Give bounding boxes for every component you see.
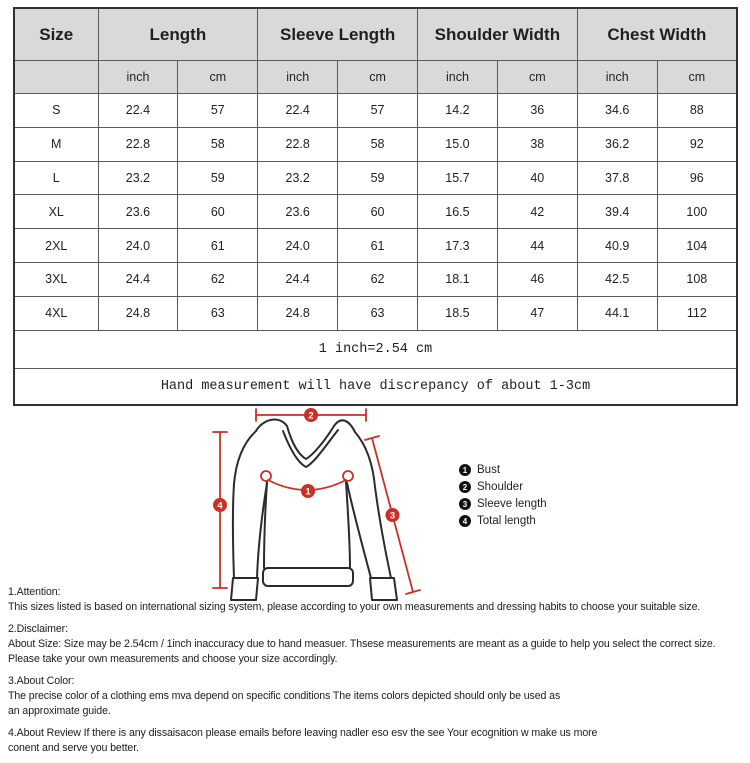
value-cell: 44 <box>497 229 577 263</box>
unit-header: inch <box>258 61 338 94</box>
svg-text:2: 2 <box>308 410 314 422</box>
svg-text:3: 3 <box>389 510 396 522</box>
value-cell: 37.8 <box>577 161 657 195</box>
value-cell: 36 <box>497 94 577 128</box>
size-cell: L <box>14 161 98 195</box>
legend-number-badge: 4 <box>459 515 471 527</box>
section-heading: 1.Attention: <box>8 586 61 598</box>
section-about-color <box>8 674 750 719</box>
value-cell: 36.2 <box>577 127 657 161</box>
value-cell: 96 <box>657 161 737 195</box>
value-cell: 63 <box>178 296 258 330</box>
value-cell: 24.0 <box>258 229 338 263</box>
value-cell: 108 <box>657 262 737 296</box>
value-cell: 15.7 <box>418 161 498 195</box>
value-cell: 62 <box>178 262 258 296</box>
value-cell: 23.6 <box>258 195 338 229</box>
section-heading: 2.Disclaimer: <box>8 623 68 635</box>
value-cell: 112 <box>657 296 737 330</box>
unit-header: inch <box>98 61 178 94</box>
table-row-s <box>14 94 737 128</box>
value-cell: 60 <box>338 195 418 229</box>
svg-text:1: 1 <box>305 486 311 498</box>
svg-text:4: 4 <box>217 500 223 512</box>
bust-measure-line <box>261 471 353 498</box>
value-cell: 22.4 <box>98 94 178 128</box>
value-cell: 18.5 <box>418 296 498 330</box>
table-note-row <box>14 330 737 368</box>
value-cell: 57 <box>338 94 418 128</box>
table-row-xl <box>14 195 737 229</box>
total-length-measure-line <box>213 432 227 588</box>
value-cell: 24.8 <box>258 296 338 330</box>
value-cell: 23.6 <box>98 195 178 229</box>
value-cell: 57 <box>178 94 258 128</box>
diagram-legend <box>459 462 547 530</box>
value-cell: 22.4 <box>258 94 338 128</box>
value-cell: 46 <box>497 262 577 296</box>
value-cell: 42 <box>497 195 577 229</box>
value-cell: 92 <box>657 127 737 161</box>
column-header-sleeve-length: Sleeve Length <box>258 8 418 61</box>
value-cell: 15.0 <box>418 127 498 161</box>
value-cell: 61 <box>338 229 418 263</box>
value-cell: 59 <box>178 161 258 195</box>
table-header-row <box>14 8 737 61</box>
value-cell: 60 <box>178 195 258 229</box>
inch-conversion-note: 1 inch=2.54 cm <box>14 330 737 368</box>
value-cell: 18.1 <box>418 262 498 296</box>
size-cell: XL <box>14 195 98 229</box>
value-cell: 22.8 <box>258 127 338 161</box>
value-cell: 40.9 <box>577 229 657 263</box>
column-header-chest-width: Chest Width <box>577 8 737 61</box>
legend-label: Shoulder <box>477 481 524 493</box>
value-cell: 24.8 <box>98 296 178 330</box>
sweater-drawing <box>0 402 750 610</box>
value-cell: 88 <box>657 94 737 128</box>
legend-item-sleeve-length <box>459 496 547 512</box>
value-cell: 22.8 <box>98 127 178 161</box>
column-header-shoulder-width: Shoulder Width <box>418 8 578 61</box>
unit-header: cm <box>178 61 258 94</box>
column-header-length: Length <box>98 8 258 61</box>
unit-header: inch <box>577 61 657 94</box>
section-text-line: This sizes listed is based on international sizing system, please according to your own measurements and dressing habits to choose your suitable size. <box>8 601 701 613</box>
value-cell: 47 <box>497 296 577 330</box>
section-text-line: an approximate guide. <box>8 705 111 717</box>
section-text-line: About Size: Size may be 2.54cm / 1inch inaccuracy due to hand measuer. Thsese measurements are meant as a guide to help you select the correct size. <box>8 638 716 650</box>
size-cell: 2XL <box>14 229 98 263</box>
legend-label: Bust <box>477 464 501 476</box>
value-cell: 14.2 <box>418 94 498 128</box>
table-row-l <box>14 161 737 195</box>
unit-header: cm <box>497 61 577 94</box>
section-text-line: conent and serve you better. <box>8 742 139 754</box>
table-row-2xl <box>14 229 737 263</box>
column-header-size: Size <box>14 8 98 61</box>
section-text-line: 4.About Review If there is any dissaisacon please emails before leaving nadler eso esv the see Your ecognition w make us more <box>8 727 598 739</box>
hand-measurement-note: Hand measurement will have discrepancy of about 1-3cm <box>14 368 737 405</box>
value-cell: 39.4 <box>577 195 657 229</box>
section-disclaimer <box>8 622 750 667</box>
size-cell: M <box>14 127 98 161</box>
table-note-row <box>14 368 737 405</box>
section-text-line: Please take your own measurements and choose your size accordingly. <box>8 653 338 665</box>
section-heading: 3.About Color: <box>8 675 75 687</box>
sleeve-length-measure-line <box>365 436 420 594</box>
value-cell: 40 <box>497 161 577 195</box>
sweater-outline-icon <box>231 420 397 600</box>
unit-header: cm <box>657 61 737 94</box>
size-cell: 4XL <box>14 296 98 330</box>
legend-item-total-length <box>459 513 547 529</box>
unit-header-row <box>14 61 737 94</box>
measurement-diagram <box>0 402 750 610</box>
value-cell: 59 <box>338 161 418 195</box>
value-cell: 61 <box>178 229 258 263</box>
unit-header: inch <box>418 61 498 94</box>
section-attention <box>8 585 750 615</box>
legend-item-bust <box>459 462 547 478</box>
table-row-4xl <box>14 296 737 330</box>
value-cell: 24.4 <box>258 262 338 296</box>
value-cell: 17.3 <box>418 229 498 263</box>
legend-label: Total length <box>477 515 536 527</box>
value-cell: 63 <box>338 296 418 330</box>
notes-sections <box>8 585 750 763</box>
value-cell: 24.0 <box>98 229 178 263</box>
value-cell: 100 <box>657 195 737 229</box>
value-cell: 38 <box>497 127 577 161</box>
legend-number-badge: 1 <box>459 464 471 476</box>
value-cell: 23.2 <box>98 161 178 195</box>
legend-number-badge: 2 <box>459 481 471 493</box>
value-cell: 42.5 <box>577 262 657 296</box>
value-cell: 58 <box>338 127 418 161</box>
table-row-3xl <box>14 262 737 296</box>
size-chart-table <box>13 7 738 406</box>
legend-item-shoulder <box>459 479 547 495</box>
value-cell: 24.4 <box>98 262 178 296</box>
section-text-line: The precise color of a clothing ems mva depend on specific conditions The items colors depicted should only be used as <box>8 690 561 702</box>
value-cell: 62 <box>338 262 418 296</box>
section-about-review <box>8 726 750 756</box>
size-cell: S <box>14 94 98 128</box>
legend-number-badge: 3 <box>459 498 471 510</box>
legend-label: Sleeve length <box>477 498 547 510</box>
value-cell: 44.1 <box>577 296 657 330</box>
value-cell: 34.6 <box>577 94 657 128</box>
value-cell: 23.2 <box>258 161 338 195</box>
size-cell: 3XL <box>14 262 98 296</box>
value-cell: 104 <box>657 229 737 263</box>
value-cell: 16.5 <box>418 195 498 229</box>
unit-header-empty <box>14 61 98 94</box>
unit-header: cm <box>338 61 418 94</box>
table-row-m <box>14 127 737 161</box>
value-cell: 58 <box>178 127 258 161</box>
